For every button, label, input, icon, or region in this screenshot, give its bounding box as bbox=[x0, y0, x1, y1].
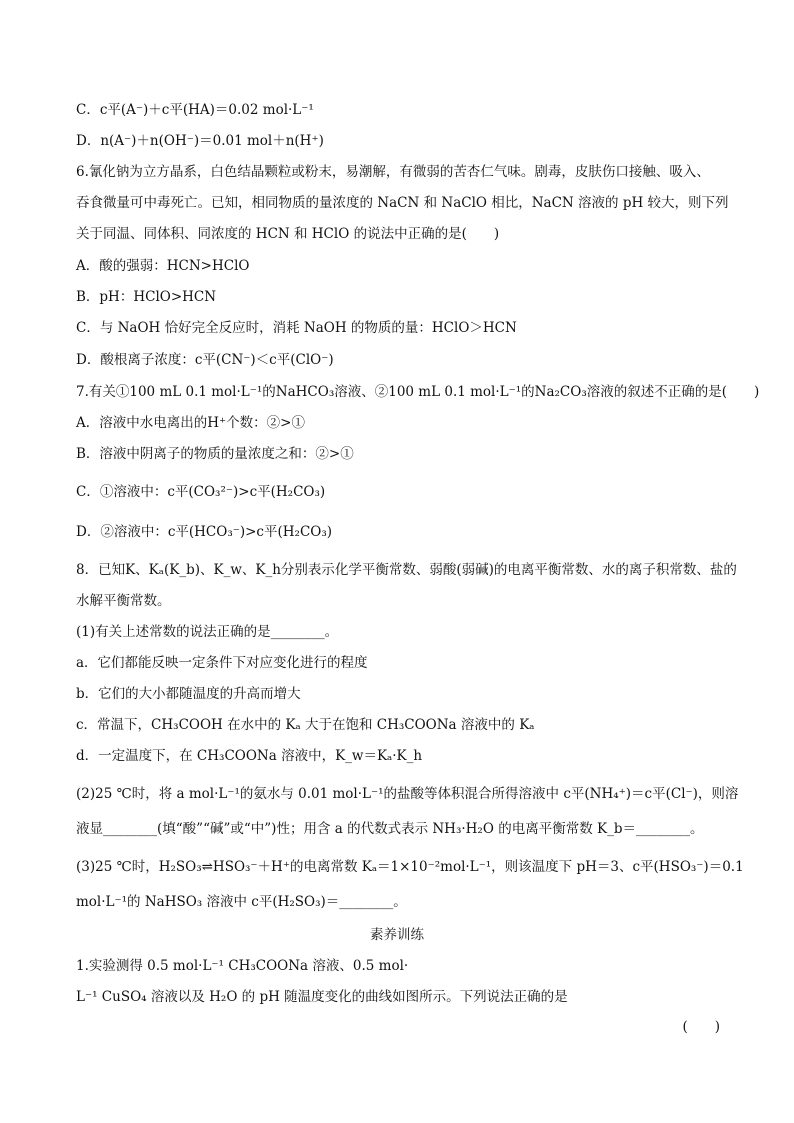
q5-option-d: D．n(A⁻)＋n(OH⁻)＝0.01 mol＋n(H⁺) bbox=[76, 133, 324, 149]
q8-part3-line1: (3)25 ℃时，H₂SO₃⇌HSO₃⁻＋H⁺的电离常数 Kₐ＝1×10⁻²mol·L⁻¹，则该温度下 pH＝3、c平(HSO₃⁻)＝0.1 bbox=[76, 859, 744, 875]
q7-stem: 7.有关①100 mL 0.1 mol·L⁻¹的NaHCO₃溶液、②100 mL 0.1 mol·L⁻¹的Na₂CO₃溶液的叙述不正确的是( ) bbox=[76, 384, 760, 400]
t1-stem-line1: 1.实验测得 0.5 mol·L⁻¹ CH₃COONa 溶液、0.5 mol· bbox=[76, 958, 409, 974]
q8-stem-line1: 8．已知K、Kₐ(K_b)、K_w、K_h分别表示化学平衡常数、弱酸(弱碱)的电离平衡常数、水的离子积常数、盐的 bbox=[76, 562, 737, 578]
q7-option-c: C．①溶液中：c平(CO₃²⁻)>c平(H₂CO₃) bbox=[76, 484, 326, 500]
q7-option-a: A．溶液中水电离出的H⁺个数：②>① bbox=[76, 415, 305, 431]
q8-stem-line2: 水解平衡常数。 bbox=[76, 593, 171, 609]
t1-answer-paren: ( ) bbox=[682, 1019, 720, 1035]
q8-option-c: c．常温下，CH₃COOH 在水中的 Kₐ 大于在饱和 CH₃COONa 溶液中的 Kₐ bbox=[76, 717, 535, 733]
q6-option-a: A．酸的强弱：HCN>HClO bbox=[76, 258, 250, 274]
q6-option-c: C．与 NaOH 恰好完全反应时，消耗 NaOH 的物质的量：HClO＞HCN bbox=[76, 320, 517, 336]
q6-stem-line2: 吞食微量可中毒死亡。已知，相同物质的量浓度的 NaCN 和 NaClO 相比，NaCN 溶液的 pH 较大，则下列 bbox=[76, 195, 729, 211]
q8-part2-line2: 液显________(填“酸”“碱”或“中”)性；用含 a 的代数式表示 NH₃·H₂O 的电离平衡常数 K_b＝________。 bbox=[76, 821, 704, 837]
q8-part2-line1: (2)25 ℃时，将 a mol·L⁻¹的氨水与 0.01 mol·L⁻¹的盐酸等体积混合所得溶液中 c平(NH₄⁺)＝c平(Cl⁻)，则溶 bbox=[76, 786, 739, 802]
q8-option-b: b．它们的大小都随温度的升高而增大 bbox=[76, 686, 301, 702]
q8-option-a: a．它们都能反映一定条件下对应变化进行的程度 bbox=[76, 655, 368, 671]
q6-stem-line1: 6.氰化钠为立方晶系，白色结晶颗粒或粉末，易潮解，有微弱的苦杏仁气味。剧毒，皮肤伤口接触、吸入、 bbox=[76, 164, 710, 180]
q5-option-c: C．c平(A⁻)＋c平(HA)＝0.02 mol·L⁻¹ bbox=[76, 102, 314, 118]
t1-stem-line2: L⁻¹ CuSO₄ 溶液以及 H₂O 的 pH 随温度变化的曲线如图所示。下列说法正确的是 bbox=[76, 989, 568, 1005]
q7-option-d: D．②溶液中：c平(HCO₃⁻)>c平(H₂CO₃) bbox=[76, 524, 333, 540]
q6-option-d: D．酸根离子浓度：c平(CN⁻)＜c平(ClO⁻) bbox=[76, 352, 334, 368]
section-title: 素养训练 bbox=[370, 927, 424, 943]
q8-part1: (1)有关上述常数的说法正确的是________。 bbox=[76, 624, 339, 640]
q8-option-d: d．一定温度下，在 CH₃COONa 溶液中，K_w＝Kₐ·K_h bbox=[76, 748, 423, 764]
q6-option-b: B．pH：HClO>HCN bbox=[76, 289, 217, 305]
q7-option-b: B．溶液中阴离子的物质的量浓度之和：②>① bbox=[76, 446, 354, 462]
q6-stem-line3: 关于同温、同体积、同浓度的 HCN 和 HClO 的说法中正确的是( ) bbox=[76, 226, 500, 242]
q8-part3-line2: mol·L⁻¹的 NaHSO₃ 溶液中 c平(H₂SO₃)＝________。 bbox=[76, 894, 407, 910]
